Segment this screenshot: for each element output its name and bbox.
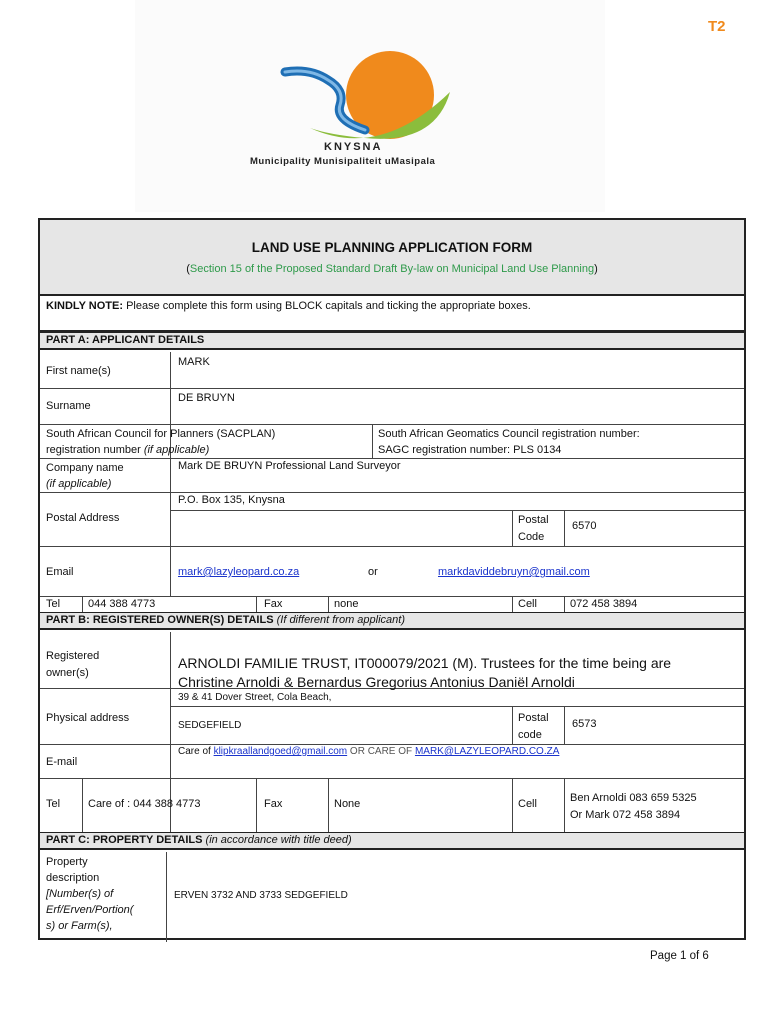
postal-address-line1[interactable]: P.O. Box 135, Knysna [178, 494, 285, 506]
knysna-logo-icon [270, 50, 470, 142]
tel-label: Tel [46, 598, 61, 610]
part-c-heading: PART C: PROPERTY DETAILS (in accordance with title deed) [40, 832, 744, 850]
owner-email-label: E-mail [46, 756, 78, 768]
surname-value[interactable]: DE BRUYN [178, 392, 235, 404]
first-name-label: First name(s) [46, 365, 111, 377]
fax-value[interactable]: none [334, 598, 359, 610]
application-form [38, 218, 746, 940]
property-description-value[interactable]: ERVEN 3732 AND 3733 SEDGEFIELD [174, 890, 348, 901]
email-link-primary[interactable]: mark@lazyleopard.co.za [178, 566, 300, 578]
owner-tel-label: Tel [46, 798, 61, 810]
owner-tel-value[interactable]: Care of : 044 388 4773 [88, 798, 201, 810]
cell-label: Cell [518, 598, 537, 610]
postal-code-value[interactable]: 6570 [572, 520, 597, 532]
first-name-value[interactable]: MARK [178, 356, 210, 368]
owner-cell-label: Cell [518, 798, 537, 810]
tel-value[interactable]: 044 388 4773 [88, 598, 156, 610]
sacplan-label: South African Council for Planners (SACPLAN) registration number (if applicable) [46, 428, 276, 456]
form-subtitle: (Section 15 of the Proposed Standard Draft By-law on Municipal Land Use Planning) [186, 263, 598, 275]
logo-name: KNYSNA [324, 141, 383, 153]
postal-code-label: Postal Code [518, 514, 549, 543]
property-description-label: Property description [Number(s) of Erf/Erven/Portion( s) or Farm(s), [46, 856, 134, 932]
physical-address-line1[interactable]: 39 & 41 Dover Street, Cola Beach, [178, 692, 332, 703]
registered-owner-label: Registered owner(s) [46, 650, 100, 679]
page-number: Page 1 of 6 [650, 950, 709, 962]
kindly-note: KINDLY NOTE: Please complete this form using BLOCK capitals and ticking the appropriate boxes. [40, 296, 744, 332]
owner-fax-value[interactable]: None [334, 798, 361, 810]
owner-cell-value[interactable]: Ben Arnoldi 083 659 5325 Or Mark 072 458 3894 [570, 792, 697, 821]
owner-postal-code-value[interactable]: 6573 [572, 718, 597, 730]
owner-fax-label: Fax [264, 798, 283, 810]
logo-subtitle: Municipality Munisipaliteit uMasipala [250, 156, 436, 167]
cell-value[interactable]: 072 458 3894 [570, 598, 638, 610]
company-value[interactable]: Mark DE BRUYN Professional Land Surveyor [178, 460, 401, 472]
email-or: or [368, 566, 378, 578]
company-label: Company name (if applicable) [46, 462, 124, 490]
postal-address-label: Postal Address [46, 512, 120, 524]
email-link-secondary[interactable]: markdaviddebruyn@gmail.com [438, 566, 590, 578]
owner-postal-code-label: Postal code [518, 712, 549, 741]
owner-email-link-1[interactable]: klipkraallandgoed@gmail.com [213, 746, 348, 757]
owner-email-value[interactable]: Care of klipkraallandgoed@gmail.com OR CARE OF MARK@LAZYLEOPARD.CO.ZA [178, 746, 560, 757]
email-label: Email [46, 566, 74, 578]
part-b-heading: PART B: REGISTERED OWNER(S) DETAILS (If different from applicant) [40, 612, 744, 630]
physical-address-label: Physical address [46, 712, 130, 724]
sagc-field[interactable]: South African Geomatics Council registration number: SAGC registration number: PLS 0134 [378, 428, 640, 456]
document-tag: T2 [708, 18, 726, 35]
surname-label: Surname [46, 400, 91, 412]
registered-owner-value[interactable]: ARNOLDI FAMILIE TRUST, IT000079/2021 (M). Trustees for the time being are Christine Arnoldi & Bernardus Gregorius Antonius Daniël Arnoldi [178, 655, 672, 690]
fax-label: Fax [264, 598, 283, 610]
owner-email-link-2[interactable]: MARK@LAZYLEOPARD.CO.ZA [414, 746, 560, 757]
part-a-heading: PART A: APPLICANT DETAILS [40, 332, 744, 350]
form-header [40, 220, 744, 296]
physical-address-line2[interactable]: SEDGEFIELD [178, 720, 242, 731]
form-title: LAND USE PLANNING APPLICATION FORM [251, 240, 533, 255]
